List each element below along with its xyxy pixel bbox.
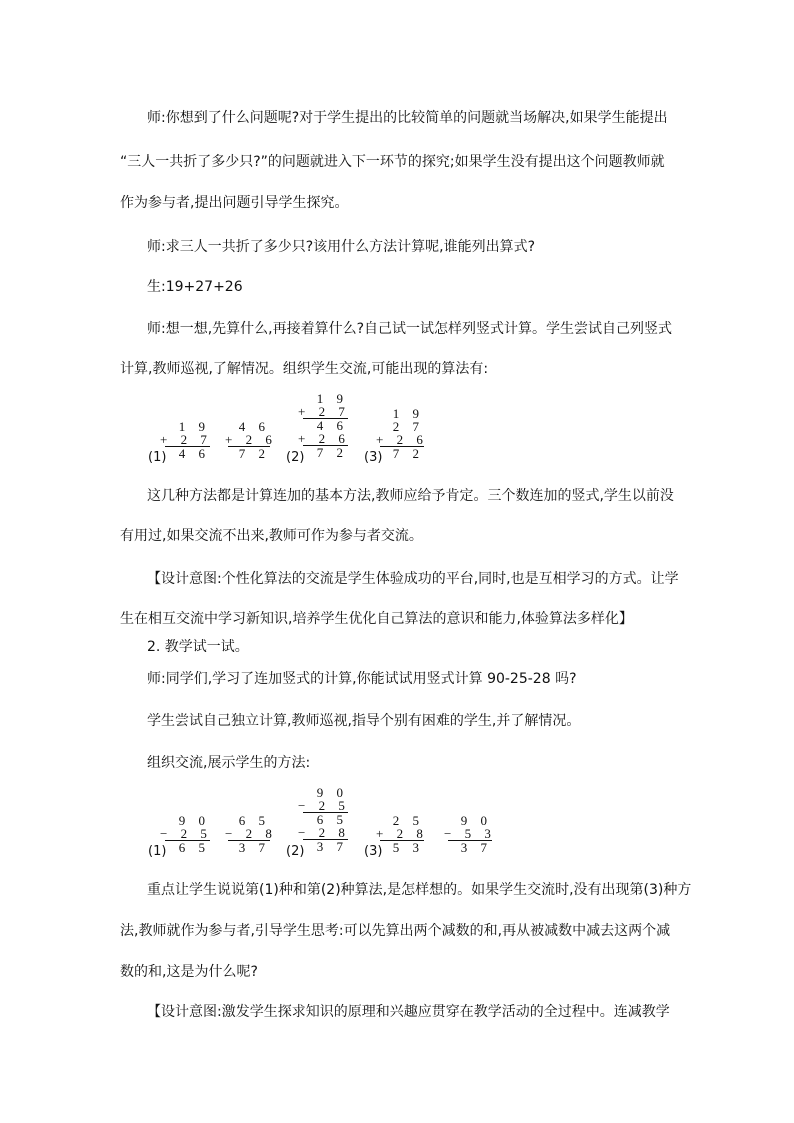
minuend: 6 5	[238, 813, 270, 828]
paragraph: 有用过,如果交流不出来,教师可作为参与者交流。	[120, 528, 423, 544]
paragraph: 数的和,这是为什么呢?	[120, 964, 258, 980]
addend: + 2 8	[376, 826, 428, 841]
design-intent-note: 【设计意图:个性化算法的交流是学生体验成功的平台,同时,也是互相学习的方式。让学	[147, 571, 679, 587]
method-label: (2)	[286, 450, 305, 465]
subtrahend: − 2 5	[298, 798, 350, 813]
paragraph: 师:想一想,先算什么,再接着算什么?自己试一试怎样列竖式计算。学生尝试自己列竖式	[147, 321, 673, 337]
subtrahend: − 5 3	[444, 826, 496, 841]
minuend: 9 0	[460, 813, 492, 828]
result: 3 7	[238, 840, 270, 855]
subtrahend: − 2 5	[160, 826, 212, 841]
subtrahend: − 2 8	[225, 826, 277, 841]
addend: 2 7	[392, 419, 424, 434]
result: 7 2	[238, 446, 270, 461]
paragraph: 师:同学们,学习了连加竖式的计算,你能试试用竖式计算 90-25-28 吗?	[147, 671, 577, 687]
addend: + 2 6	[376, 432, 428, 447]
partial-sum: 4 6	[316, 418, 348, 433]
addend: 1 9	[392, 406, 424, 421]
addend: 1 9	[178, 419, 210, 434]
minuend: 9 0	[316, 785, 348, 800]
paragraph: 生:19+27+26	[147, 279, 243, 295]
paragraph: 重点让学生说说第(1)种和第(2)种算法,是怎样想的。如果学生交流时,没有出现第(3)种方	[147, 882, 692, 898]
result: 3 7	[316, 839, 348, 854]
addend: + 2 6	[225, 432, 277, 447]
method-label: (1)	[148, 844, 167, 859]
paragraph: 计算,教师巡视,了解情况。组织学生交流,可能出现的算法有:	[120, 361, 489, 377]
method-label: (3)	[364, 450, 383, 465]
minuend: 9 0	[178, 813, 210, 828]
addend: + 2 6	[298, 431, 350, 446]
result: 3 7	[460, 840, 492, 855]
paragraph: 这几种方法都是计算连加的基本方法,教师应给予肯定。三个数连加的竖式,学生以前没	[147, 488, 674, 504]
addend: + 2 7	[160, 432, 212, 447]
design-intent-note: 生在相互交流中学习新知识,培养学生优化自己算法的意识和能力,体验算法多样化】	[120, 611, 633, 627]
method-label: (1)	[148, 450, 167, 465]
paragraph: 师:你想到了什么问题呢?对于学生提出的比较简单的问题就当场解决,如果学生能提出	[147, 110, 668, 126]
paragraph: 作为参与者,提出问题引导学生探究。	[120, 195, 349, 211]
paragraph: 学生尝试自己独立计算,教师巡视,指导个别有困难的学生,并了解情况。	[147, 713, 581, 729]
result: 5 3	[392, 840, 424, 855]
method-label: (3)	[364, 844, 383, 859]
addend: 4 6	[238, 419, 270, 434]
addend: + 2 7	[298, 404, 350, 419]
paragraph: 组织交流,展示学生的方法:	[147, 755, 311, 771]
result: 6 5	[178, 840, 210, 855]
paragraph: 师:求三人一共折了多少只?该用什么方法计算呢,谁能列出算式?	[147, 239, 536, 255]
partial-difference: 6 5	[316, 812, 348, 827]
addend: 1 9	[316, 391, 348, 406]
paragraph: “三人一共折了多少只?”的问题就进入下一环节的探究;如果学生没有提出这个问题教师就	[120, 154, 665, 170]
design-intent-note: 【设计意图:激发学生探求知识的原理和兴趣应贯穿在教学活动的全过程中。连减教学	[147, 1004, 670, 1020]
paragraph: 法,教师就作为参与者,引导学生思考:可以先算出两个减数的和,再从被减数中减去这两个减	[120, 923, 671, 939]
addend: 2 5	[392, 813, 424, 828]
result: 4 6	[178, 446, 210, 461]
result: 7 2	[316, 445, 348, 460]
section-heading: 2. 教学试一试。	[147, 639, 249, 655]
result: 7 2	[392, 446, 424, 461]
subtrahend: − 2 8	[298, 825, 350, 840]
method-label: (2)	[286, 844, 305, 859]
